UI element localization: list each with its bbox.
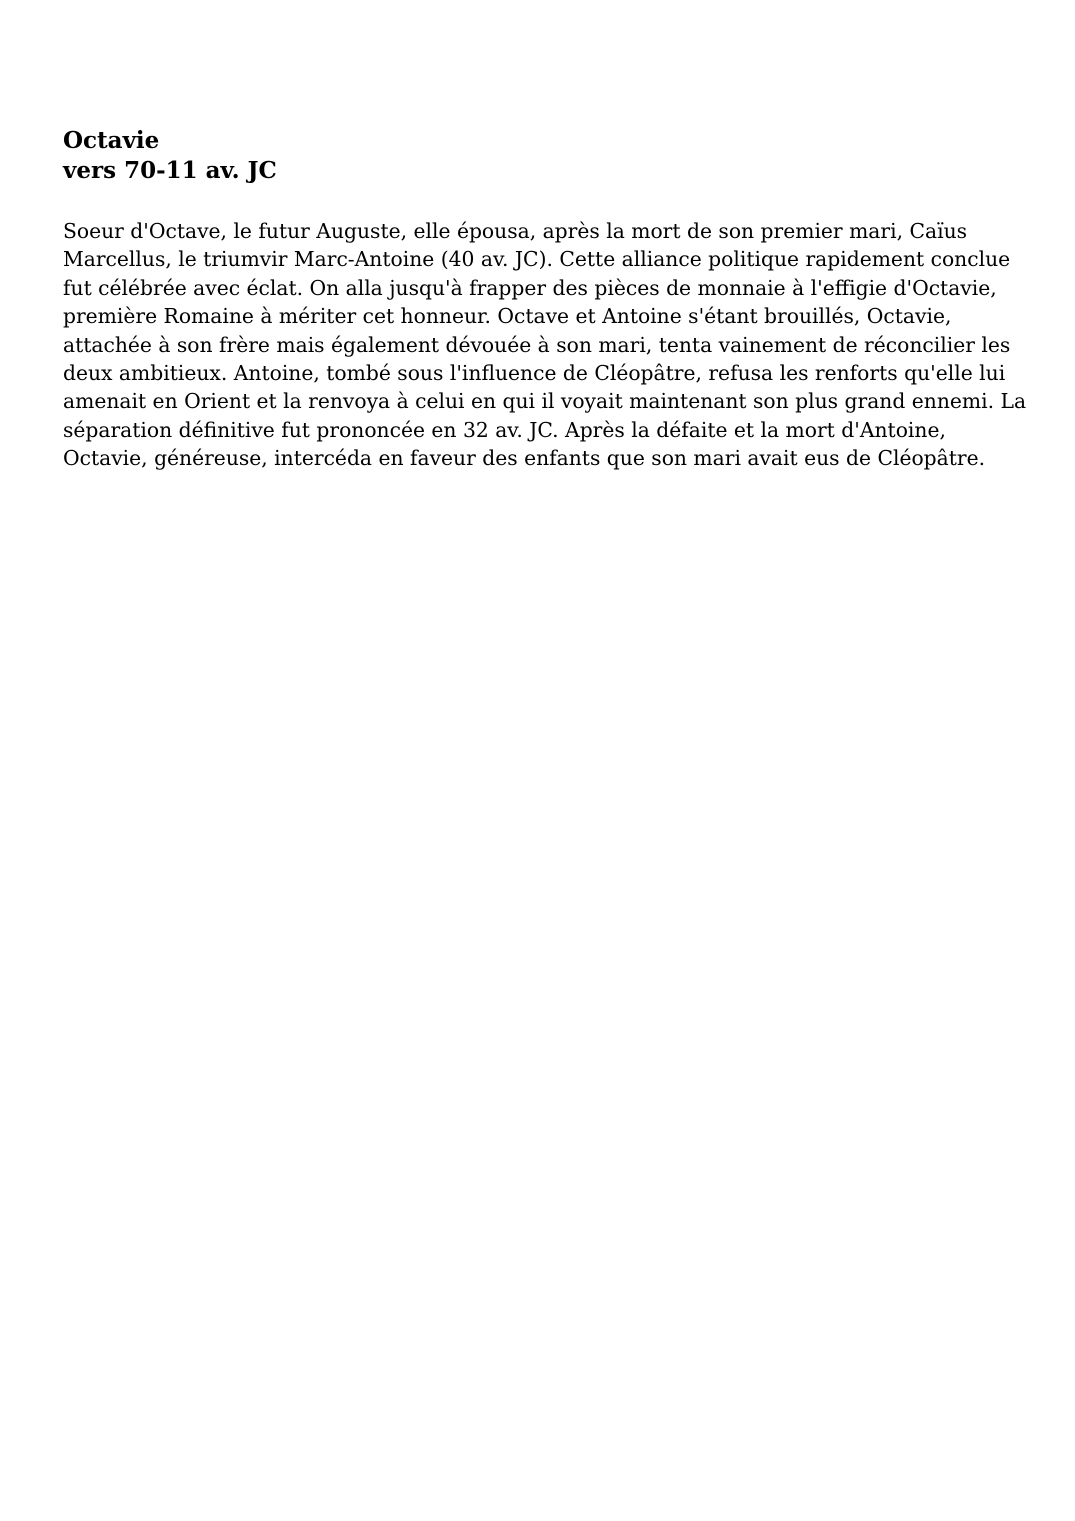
body-line: Octavie, généreuse, intercéda en faveur des enfants que son mari avait eus de Cléopâtre. — [63, 446, 986, 471]
body-line: séparation définitive fut prononcée en 32 av. JC. Après la défaite et la mort d'Antoine, — [63, 417, 946, 442]
body-line: fut célébrée avec éclat. On alla jusqu'à frapper des pièces de monnaie à l'effigie d'Octavie, — [63, 275, 997, 300]
body-line: attachée à son frère mais également dévouée à son mari, tenta vainement de réconcilier les — [63, 332, 1011, 357]
page-subtitle: vers 70-11 av. JC — [63, 157, 277, 184]
page-title: Octavie — [63, 127, 160, 154]
body-line: deux ambitieux. Antoine, tombé sous l'influence de Cléopâtre, refusa les renforts qu'elle lui — [63, 361, 1006, 386]
document-heading — [63, 126, 963, 186]
body-line: Marcellus, le triumvir Marc-Antoine (40 av. JC). Cette alliance politique rapidement conclue — [63, 247, 1011, 272]
body-line: première Romaine à mériter cet honneur. Octave et Antoine s'étant brouillés, Octavie, — [63, 304, 952, 329]
body-paragraph — [63, 217, 1027, 473]
body-line: amenait en Orient et la renvoya à celui en qui il voyait maintenant son plus grand ennemi. La — [63, 389, 1027, 414]
body-line: Soeur d'Octave, le futur Auguste, elle épousa, après la mort de son premier mari, Caïus — [63, 219, 968, 243]
